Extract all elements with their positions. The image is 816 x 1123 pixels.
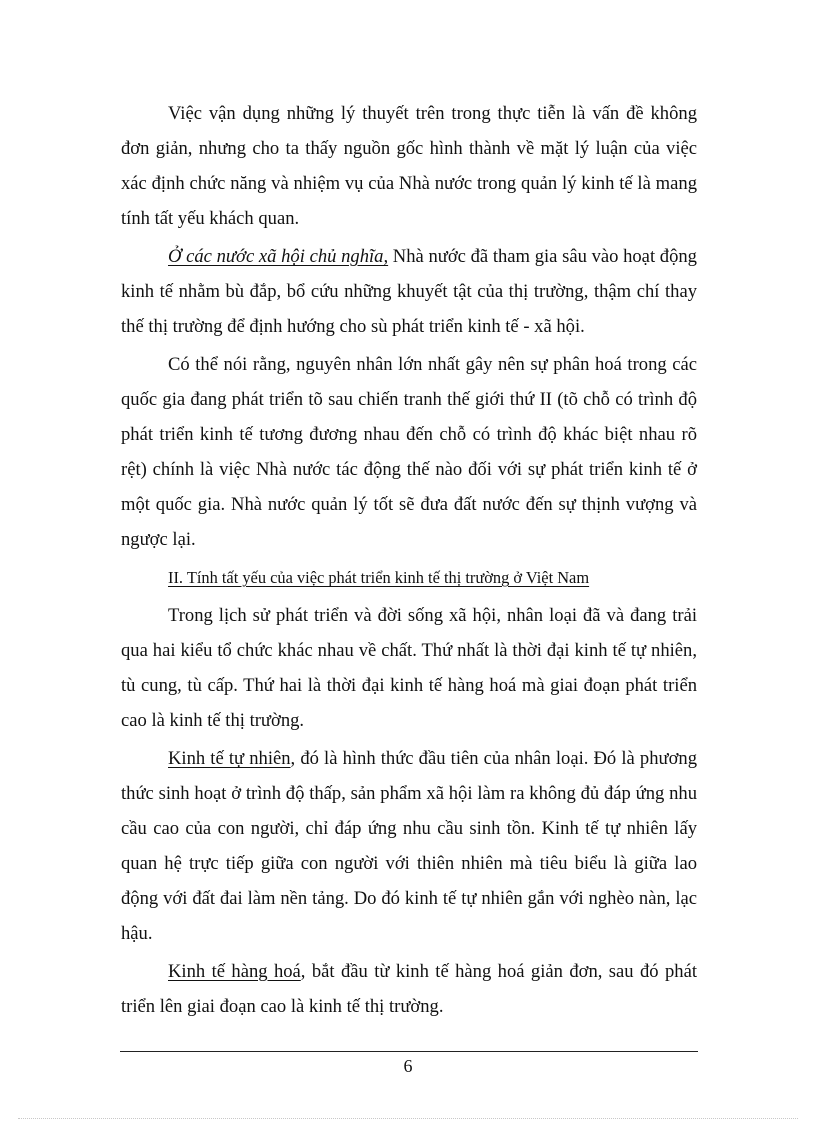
page-edge-dotted-line (18, 1118, 798, 1119)
paragraph-commodity-economy (121, 954, 697, 1024)
natural-economy-term: Kinh tế tự nhiên (168, 748, 291, 769)
paragraph-state-impact: Có thể nói rằng, nguyên nhân lớn nhất gây nên sự phân hoá trong các quốc gia đang phát triển tõ sau chiến tranh thế giới thứ II (tõ chỗ có trình độ phát triển kinh tế tương đương nhau đến chỗ có trình độ khác biệt nhau rõ rệt) chính là việc Nhà nước tác động thế nào đối với sự phát triển kinh tế ở một quốc gia. Nhà nước quản lý tốt sẽ đưa đất nước đến sự thịnh vượng và ngược lại. (121, 354, 697, 550)
socialist-countries-text: Nhà nước đã tham gia sâu vào hoạt động kinh tế nhằm bù đắp, bổ cứu những khuyết tật của thị trường, thậm chí thay thế thị trường để định hướng cho sù phát triển kinh tế - xã hội. (121, 246, 697, 337)
section-heading: II. Tính tất yếu của việc phát triển kinh tế thị trường ở Việt Nam (168, 568, 590, 587)
footer-divider (120, 1051, 698, 1052)
paragraph-applying-theories: Việc vận dụng những lý thuyết trên trong thực tiễn là vấn đề không đơn giản, nhưng cho ta thấy nguồn gốc hình thành về mặt lý luận của việc xác định chức năng và nhiệm vụ của Nhà nước trong quản lý kinh tế là mang tính tất yếu khách quan. (121, 103, 697, 229)
paragraph-economic-history: Trong lịch sử phát triển và đời sống xã hội, nhân loại đã và đang trải qua hai kiểu tổ chức khác nhau về chất. Thứ nhất là thời đại kinh tế tự nhiên, tù cung, tù cấp. Thứ hai là thời đại kinh tế hàng hoá mà giai đoạn phát triển cao là kinh tế thị trường. (121, 605, 697, 731)
page-body (121, 96, 697, 1024)
paragraph-natural-economy (121, 741, 697, 951)
commodity-economy-text: , bắt đầu từ kinh tế hàng hoá giản đơn, sau đó phát triển lên giai đoạn cao là kinh tế thị trường. (121, 961, 697, 1017)
natural-economy-text: , đó là hình thức đầu tiên của nhân loại. Đó là phương thức sinh hoạt ở trình độ thấp, sản phẩm xã hội làm ra không đủ đáp ứng nhu cầu cao của con người, chỉ đáp ứng nhu cầu sinh tồn. Kinh tế tự nhiên lấy quan hệ trực tiếp giữa con người với thiên nhiên mà tiêu biểu là giữa lao động với đất đai làm nền tảng. Do đó kinh tế tự nhiên gắn với nghèo nàn, lạc hậu. (121, 748, 697, 944)
commodity-economy-term: Kinh tế hàng hoá (168, 961, 301, 982)
socialist-countries-phrase: Ở các nước xã hội chủ nghĩa, (168, 246, 389, 267)
page-number: 6 (403, 1056, 413, 1076)
paragraph-socialist-countries (121, 239, 697, 344)
